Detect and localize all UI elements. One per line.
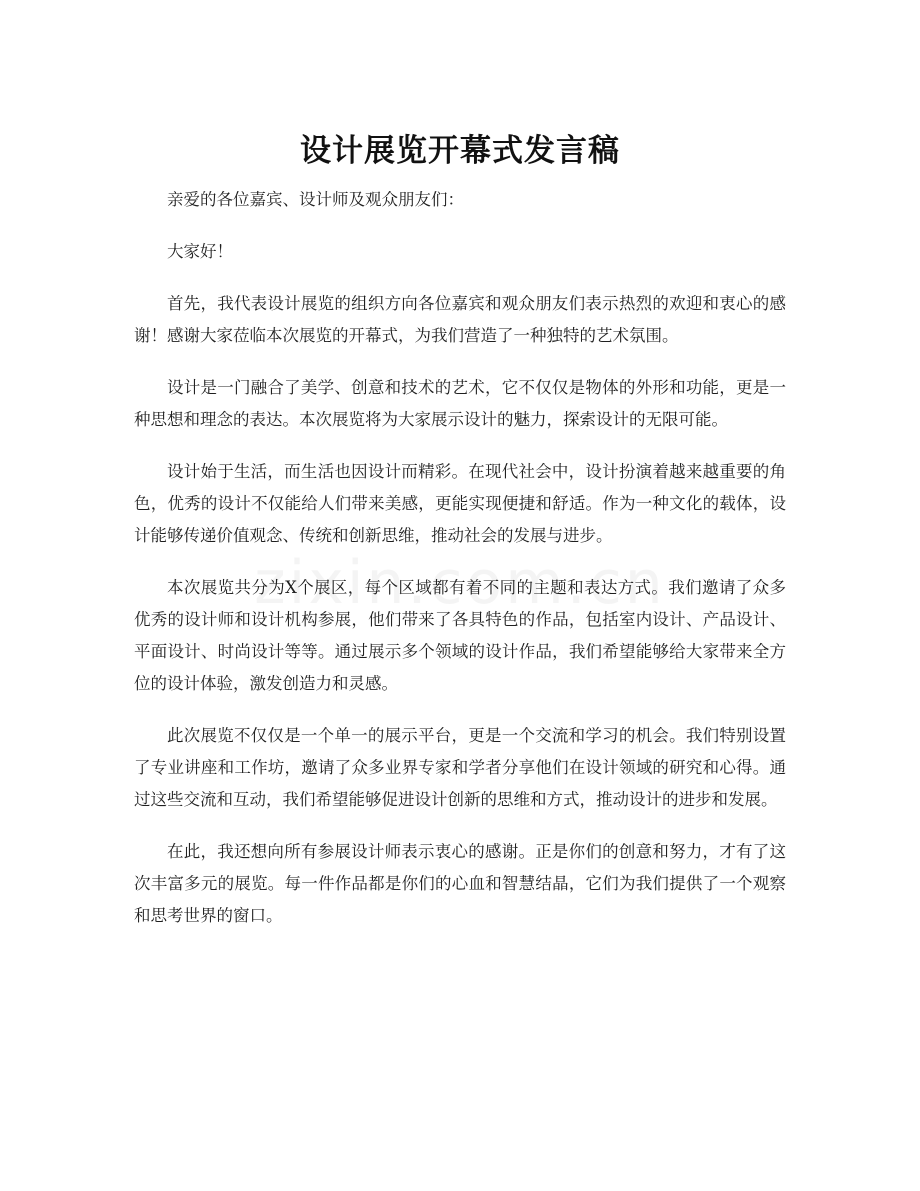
body-paragraph: 首先，我代表设计展览的组织方向各位嘉宾和观众朋友们表示热烈的欢迎和衷心的感谢！感谢大家莅临本次展览的开幕式，为我们营造了一种独特的艺术氛围。 <box>134 294 786 345</box>
body-paragraph: 设计是一门融合了美学、创意和技术的艺术，它不仅仅是物体的外形和功能，更是一种思想和理念的表达。本次展览将为大家展示设计的魅力，探索设计的无限可能。 <box>134 378 786 429</box>
document-body <box>134 184 786 952</box>
salutation-paragraph: 亲爱的各位嘉宾、设计师及观众朋友们： <box>167 190 464 209</box>
body-paragraph: 本次展览共分为X个展区，每个区域都有着不同的主题和表达方式。我们邀请了众多优秀的设计师和设计机构参展，他们带来了各具特色的作品，包括室内设计、产品设计、平面设计、时尚设计等等。通过展示多个领域的设计作品，我们希望能够给大家带来全方位的设计体验，激发创造力和灵感。 <box>134 578 786 693</box>
document-title: 设计展览开幕式发言稿 <box>300 132 620 169</box>
body-paragraph: 此次展览不仅仅是一个单一的展示平台，更是一个交流和学习的机会。我们特别设置了专业讲座和工作坊，邀请了众多业界专家和学者分享他们在设计领域的研究和心得。通过这些交流和互动，我们希望能够促进设计创新的思维和方式，推动设计的进步和发展。 <box>134 726 786 809</box>
greeting-paragraph: 大家好！ <box>167 242 233 261</box>
body-paragraph: 设计始于生活，而生活也因设计而精彩。在现代社会中，设计扮演着越来越重要的角色，优秀的设计不仅能给人们带来美感，更能实现便捷和舒适。作为一种文化的载体，设计能够传递价值观念、传统和创新思维，推动社会的发展与进步。 <box>134 462 786 545</box>
body-paragraph: 在此，我还想向所有参展设计师表示衷心的感谢。正是你们的创意和努力，才有了这次丰富多元的展览。每一件作品都是你们的心血和智慧结晶，它们为我们提供了一个观察和思考世界的窗口。 <box>134 842 786 925</box>
